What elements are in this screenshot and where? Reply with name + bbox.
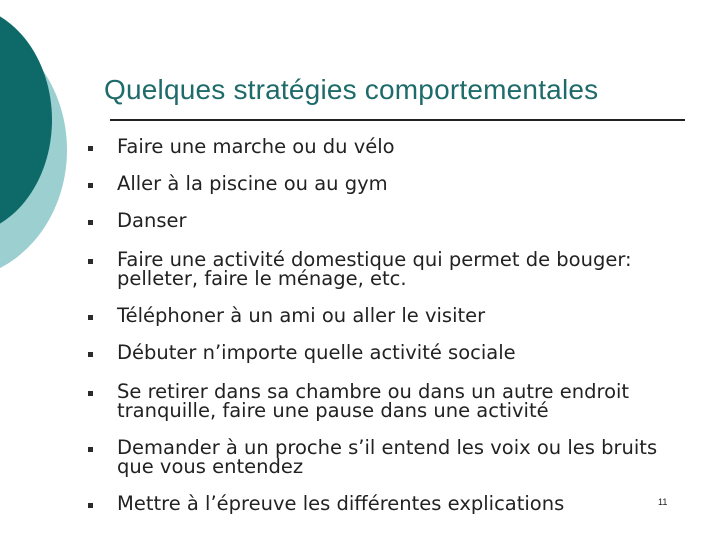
slide-title: Quelques stratégies comportementales: [104, 74, 599, 105]
bullet-square-icon: [88, 447, 93, 452]
list-item-text: Débuter n’importe quelle activité sociale: [117, 341, 516, 364]
list-item-text: Se retirer dans sa chambre ou dans un autre endroit tranquille, faire une pause dans une activité: [117, 380, 630, 422]
list-item: [88, 382, 668, 420]
bullet-square-icon: [88, 315, 93, 320]
bullet-square-icon: [88, 220, 93, 225]
list-item-text: Mettre à l’épreuve les différentes explications: [117, 492, 565, 515]
corner-decoration: [0, 0, 70, 300]
bullet-square-icon: [88, 352, 93, 357]
list-item-text: Aller à la piscine ou au gym: [117, 172, 388, 195]
bullet-square-icon: [88, 503, 93, 508]
list-item: [88, 211, 668, 230]
list-item: [88, 438, 668, 476]
page-number: 11: [658, 497, 668, 507]
bullet-square-icon: [88, 146, 93, 151]
list-item: [88, 137, 668, 156]
bullet-square-icon: [88, 259, 93, 264]
bullet-square-icon: [88, 391, 93, 396]
list-item: [88, 174, 668, 193]
list-item: [88, 250, 668, 288]
bullet-square-icon: [88, 183, 93, 188]
list-item-text: Faire une activité domestique qui permet de bouger: pelleter, faire le ménage, etc.: [117, 248, 632, 290]
list-item-text: Danser: [117, 209, 187, 232]
list-item-text: Demander à un proche s’il entend les voix ou les bruits que vous entendez: [117, 436, 658, 478]
list-item-text: Faire une marche ou du vélo: [117, 135, 395, 158]
title-underline: [110, 119, 685, 121]
list-item: [88, 306, 668, 325]
list-item: [88, 494, 668, 513]
list-item: [88, 343, 668, 362]
list-item-text: Téléphoner à un ami ou aller le visiter: [117, 304, 486, 327]
